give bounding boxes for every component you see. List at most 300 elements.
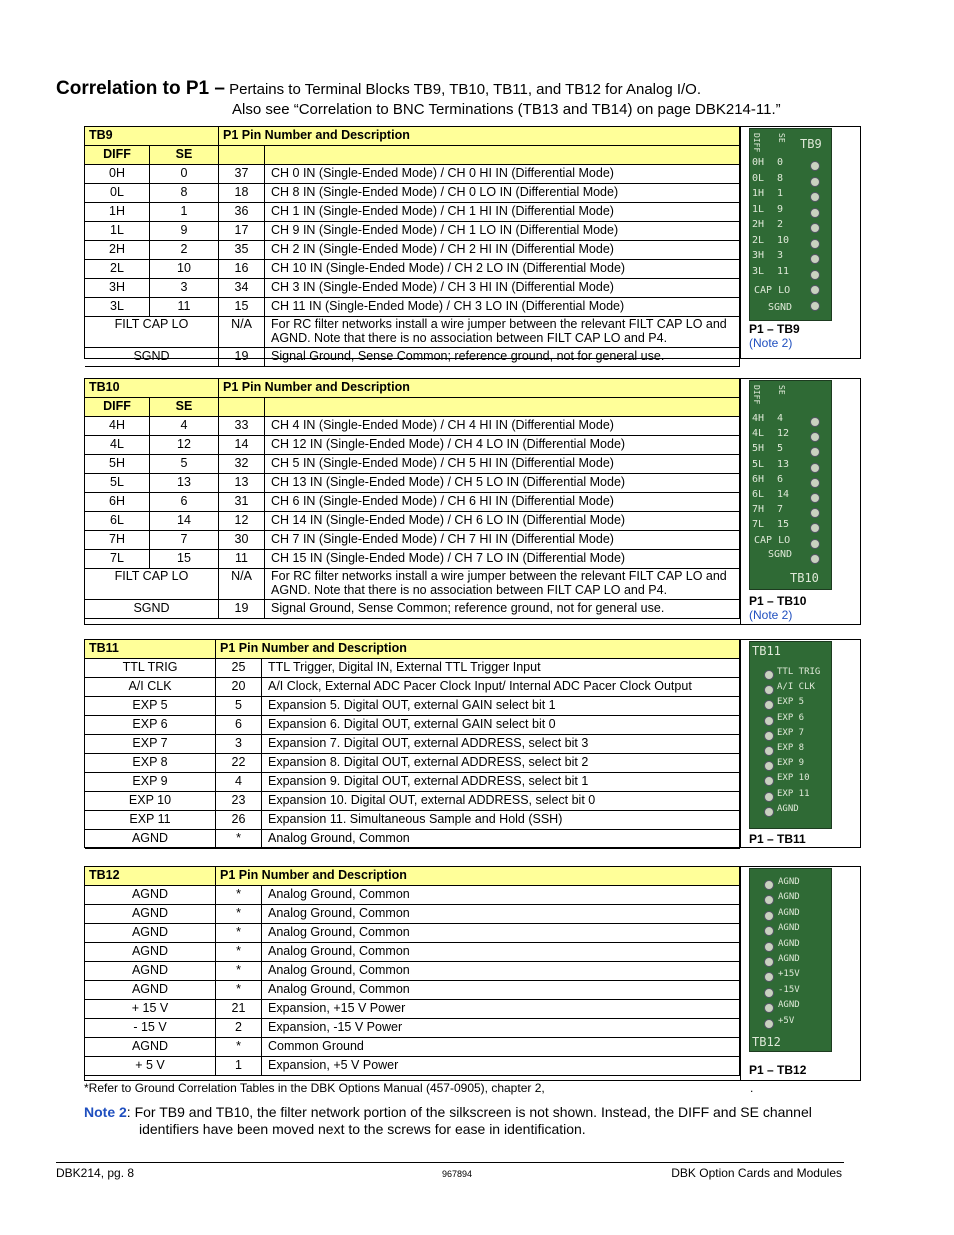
silk-se-label: 6 — [777, 473, 784, 485]
name-cell: EXP 6 — [85, 716, 216, 735]
silk-label: EXP 8 — [777, 743, 805, 753]
tb12-row — [85, 981, 740, 1000]
pin-cell: 22 — [216, 754, 262, 773]
desc-cell: CH 10 IN (Single-Ended Mode) / CH 2 LO IN (Differential Mode) — [265, 260, 740, 279]
desc-cell: Analog Ground, Common — [262, 905, 740, 924]
silk-se-label: 0 — [777, 157, 784, 168]
silk-label: EXP 5 — [777, 697, 805, 708]
tb12-row — [85, 1038, 740, 1057]
screw-icon — [810, 493, 820, 503]
desc-cell: CH 8 IN (Single-Ended Mode) / CH 0 LO IN (Differential Mode) — [265, 184, 740, 203]
desc-cell: CH 4 IN (Single-Ended Mode) / CH 4 HI IN (Differential Mode) — [265, 417, 740, 436]
silk-sgnd: SGND — [768, 302, 793, 313]
desc-cell: CH 11 IN (Single-Ended Mode) / CH 3 LO IN (Differential Mode) — [265, 298, 740, 317]
screw-icon — [764, 926, 774, 936]
tb9-desc-header: P1 Pin Number and Description — [219, 127, 740, 146]
silk-se-label: 8 — [777, 172, 784, 184]
silk-se-label: 14 — [777, 489, 790, 500]
tb12-row — [85, 943, 740, 962]
silk-label: +5V — [778, 1015, 795, 1026]
diff-cell: 2H — [85, 241, 150, 260]
pin-cell: * — [216, 943, 262, 962]
tb10-terminal-photo — [749, 380, 832, 590]
name-cell: - 15 V — [85, 1019, 216, 1038]
tb11-row — [85, 716, 740, 735]
pin-cell: 34 — [219, 279, 265, 298]
silk-diff-label: 6H — [752, 473, 765, 485]
desc-cell: Expansion 7. Digital OUT, external ADDRESS, select bit 3 — [262, 735, 740, 754]
screw-icon — [810, 432, 820, 442]
tb12-desc-header: P1 Pin Number and Description — [216, 867, 740, 886]
silk-se: SE — [777, 133, 786, 143]
tb10-filt-desc1: For RC filter networks install a wire jumper between the relevant FILT CAP LO and — [271, 569, 727, 583]
pin-cell: 18 — [219, 184, 265, 203]
name-cell: AGND — [85, 905, 216, 924]
tb9-caption: P1 – TB9 — [749, 322, 800, 336]
se-cell: 4 — [150, 417, 219, 436]
diff-cell: 1L — [85, 222, 150, 241]
tb12-row — [85, 886, 740, 905]
screw-icon — [764, 880, 774, 890]
note-2-line1: : For TB9 and TB10, the filter network portion of the silkscreen is not shown. Instead, the DIFF and SE channel — [126, 1104, 812, 1120]
tb9-row — [85, 203, 740, 222]
pin-cell: 3 — [216, 735, 262, 754]
se-cell: 11 — [150, 298, 219, 317]
diff-cell: 5L — [85, 474, 150, 493]
pin-cell: 16 — [219, 260, 265, 279]
footer-page: DBK214, pg. 8 — [56, 1166, 135, 1180]
se-cell: 6 — [150, 493, 219, 512]
tb10-note-link[interactable]: (Note 2) — [749, 608, 793, 622]
desc-cell: Analog Ground, Common — [262, 886, 740, 905]
tb9-table-block — [84, 126, 861, 363]
pin-cell: 12 — [219, 512, 265, 531]
name-cell: EXP 8 — [85, 754, 216, 773]
desc-cell: CH 14 IN (Single-Ended Mode) / CH 6 LO IN (Differential Mode) — [265, 512, 740, 531]
pin-cell: 37 — [219, 165, 265, 184]
screw-icon — [764, 911, 774, 921]
pin-cell: 23 — [216, 792, 262, 811]
silk-se-label: 1 — [777, 188, 784, 199]
desc-cell: CH 7 IN (Single-Ended Mode) / CH 7 HI IN (Differential Mode) — [265, 531, 740, 550]
diff-cell: 3H — [85, 279, 150, 298]
silk-diff-label: 1H — [752, 188, 765, 199]
silk-cap: CAP LO — [754, 285, 791, 296]
tb11-caption: P1 – TB11 — [749, 832, 806, 846]
tb9-table — [85, 127, 740, 367]
pin-cell: 4 — [216, 773, 262, 792]
screw-icon — [810, 508, 820, 518]
desc-cell: CH 9 IN (Single-Ended Mode) / CH 1 LO IN (Differential Mode) — [265, 222, 740, 241]
desc-cell: CH 6 IN (Single-Ended Mode) / CH 6 HI IN (Differential Mode) — [265, 493, 740, 512]
pin-cell: 35 — [219, 241, 265, 260]
name-cell: AGND — [85, 924, 216, 943]
pin-cell: 26 — [216, 811, 262, 830]
tb12-table-block — [84, 866, 861, 1081]
tb9-row — [85, 241, 740, 260]
footnote-dot: . — [750, 1081, 754, 1095]
screw-icon — [810, 223, 820, 233]
tb10-row — [85, 436, 740, 455]
pin-cell: * — [216, 962, 262, 981]
tb10-filt-name: FILT CAP LO — [85, 569, 219, 600]
desc-cell: Analog Ground, Common — [262, 943, 740, 962]
desc-cell: Expansion 8. Digital OUT, external ADDRESS, select bit 2 — [262, 754, 740, 773]
screw-icon — [810, 285, 820, 295]
footer-doc-number: 967894 — [442, 1169, 473, 1179]
tb10-table-block — [84, 378, 861, 625]
pin-cell: 20 — [216, 678, 262, 697]
tb12-row — [85, 1019, 740, 1038]
pin-cell: 13 — [219, 474, 265, 493]
diff-cell: 6L — [85, 512, 150, 531]
tb10-row — [85, 550, 740, 569]
screw-icon — [764, 957, 774, 967]
tb9-label: TB9 — [85, 127, 219, 146]
name-cell: TTL TRIG — [85, 659, 216, 678]
pin-cell: 33 — [219, 417, 265, 436]
diff-cell: 3L — [85, 298, 150, 317]
screw-icon — [764, 988, 774, 998]
desc-cell: CH 3 IN (Single-Ended Mode) / CH 3 HI IN (Differential Mode) — [265, 279, 740, 298]
desc-cell: Expansion, +15 V Power — [262, 1000, 740, 1019]
se-cell: 9 — [150, 222, 219, 241]
silk-title: TB12 — [752, 1035, 781, 1049]
screw-icon — [764, 895, 774, 905]
silk-se-label: 10 — [777, 234, 790, 246]
silk-diff: DIFF — [752, 385, 761, 405]
name-cell: + 15 V — [85, 1000, 216, 1019]
silk-se-label: 9 — [777, 203, 784, 215]
silk-se-label: 12 — [777, 428, 790, 440]
screw-icon — [764, 1019, 774, 1029]
screw-icon — [764, 716, 774, 726]
screw-icon — [810, 523, 820, 533]
silk-cap: CAP LO — [754, 535, 791, 546]
note-2 — [84, 1104, 844, 1138]
desc-cell: CH 5 IN (Single-Ended Mode) / CH 5 HI IN (Differential Mode) — [265, 455, 740, 474]
silk-diff-label: 1L — [752, 203, 765, 215]
tb11-row — [85, 754, 740, 773]
tb12-label: TB12 — [85, 867, 216, 886]
tb10-row — [85, 531, 740, 550]
desc-cell: Common Ground — [262, 1038, 740, 1057]
pin-cell: 5 — [216, 697, 262, 716]
tb11-desc-header: P1 Pin Number and Description — [216, 640, 740, 659]
screw-icon — [810, 463, 820, 473]
screw-icon — [810, 539, 820, 549]
silk-se-label: 2 — [777, 219, 784, 230]
silk-label: AGND — [778, 954, 800, 964]
tb9-filt-name: FILT CAP LO — [85, 317, 219, 348]
silk-diff: DIFF — [752, 133, 761, 153]
desc-cell: Expansion, +5 V Power — [262, 1057, 740, 1076]
tb10-row — [85, 417, 740, 436]
tb12-row — [85, 1057, 740, 1076]
silk-label: EXP 7 — [777, 727, 805, 738]
tb11-row — [85, 811, 740, 830]
heading-line1: Pertains to Terminal Blocks TB9, TB10, TB11, and TB12 for Analog I/O. — [229, 81, 702, 98]
screw-icon — [810, 161, 820, 171]
diff-cell: 7H — [85, 531, 150, 550]
note-2-label: Note 2 — [84, 1104, 127, 1120]
name-cell: AGND — [85, 1038, 216, 1057]
tb9-diff-header: DIFF — [85, 146, 150, 165]
tb9-row — [85, 298, 740, 317]
silk-label: EXP 10 — [777, 773, 810, 784]
silk-label: AGND — [778, 877, 800, 887]
tb11-table — [85, 640, 740, 849]
silk-se-label: 4 — [777, 413, 784, 424]
silk-diff-label: 3L — [752, 265, 765, 277]
silk-se-label: 13 — [777, 458, 790, 470]
pin-cell: 25 — [216, 659, 262, 678]
silk-label: EXP 11 — [777, 788, 810, 799]
pin-cell: 11 — [219, 550, 265, 569]
silk-title: TB9 — [800, 137, 822, 151]
silk-label: EXP 9 — [777, 758, 805, 769]
tb9-sgnd-name: SGND — [85, 348, 219, 367]
pin-cell: 1 — [216, 1057, 262, 1076]
desc-cell: Expansion, -15 V Power — [262, 1019, 740, 1038]
screw-icon — [810, 254, 820, 264]
screw-icon — [764, 972, 774, 982]
name-cell: EXP 9 — [85, 773, 216, 792]
tb10-label: TB10 — [85, 379, 219, 398]
name-cell: EXP 11 — [85, 811, 216, 830]
screw-icon — [810, 270, 820, 280]
name-cell: + 5 V — [85, 1057, 216, 1076]
screw-icon — [810, 192, 820, 202]
screw-icon — [764, 700, 774, 710]
screw-icon — [810, 554, 820, 564]
screw-icon — [764, 776, 774, 786]
silk-se-label: 7 — [777, 504, 784, 516]
desc-cell: CH 1 IN (Single-Ended Mode) / CH 1 HI IN (Differential Mode) — [265, 203, 740, 222]
silk-se-label: 3 — [777, 250, 784, 261]
silk-se-label: 5 — [777, 443, 784, 455]
tb10-desc-header: P1 Pin Number and Description — [219, 379, 740, 398]
silk-title: TB11 — [752, 644, 781, 658]
heading-title: Correlation to P1 – — [56, 78, 225, 99]
screw-icon — [810, 447, 820, 457]
tb9-filt-desc2: AGND. Note that there is no association between FILT CAP LO and P4. — [271, 331, 668, 345]
diff-cell: 4L — [85, 436, 150, 455]
tb11-row — [85, 697, 740, 716]
tb10-sgnd-pin: 19 — [219, 600, 265, 619]
tb11-row — [85, 792, 740, 811]
pin-cell: * — [216, 905, 262, 924]
screw-icon — [810, 478, 820, 488]
pin-cell: 36 — [219, 203, 265, 222]
screw-icon — [810, 239, 820, 249]
note-2-line2: identifiers have been moved next to the screws for ease in identification. — [139, 1121, 586, 1137]
tb10-sgnd-desc: Signal Ground, Sense Common; reference ground, not for general use. — [265, 600, 740, 619]
screw-icon — [764, 761, 774, 771]
desc-cell: Expansion 11. Simultaneous Sample and Hold (SSH) — [262, 811, 740, 830]
screw-icon — [810, 177, 820, 187]
desc-cell: Expansion 6. Digital OUT, external GAIN select bit 0 — [262, 716, 740, 735]
tb9-row — [85, 165, 740, 184]
tb9-filt-pin: N/A — [219, 317, 265, 348]
diff-cell: 5H — [85, 455, 150, 474]
desc-cell: Analog Ground, Common — [262, 830, 740, 849]
se-cell: 13 — [150, 474, 219, 493]
silk-label: AGND — [778, 892, 800, 903]
silk-sgnd: SGND — [768, 549, 793, 560]
silk-se: SE — [777, 385, 786, 395]
ground-footnote-text: *Refer to Ground Correlation Tables in the DBK Options Manual (457-0905), chapter 2, — [84, 1081, 545, 1095]
tb10-table — [85, 379, 740, 619]
desc-cell: Analog Ground, Common — [262, 962, 740, 981]
silk-title: TB10 — [790, 571, 819, 585]
screw-icon — [764, 807, 774, 817]
se-cell: 0 — [150, 165, 219, 184]
tb11-label: TB11 — [85, 640, 216, 659]
silk-diff-label: 4H — [752, 413, 765, 424]
desc-cell: CH 13 IN (Single-Ended Mode) / CH 5 LO IN (Differential Mode) — [265, 474, 740, 493]
pin-cell: 15 — [219, 298, 265, 317]
screw-icon — [810, 301, 820, 311]
tb12-row — [85, 1000, 740, 1019]
se-cell: 3 — [150, 279, 219, 298]
pin-cell: * — [216, 830, 262, 849]
tb11-table-block — [84, 639, 861, 848]
tb10-caption: P1 – TB10 — [749, 594, 807, 608]
name-cell: A/I CLK — [85, 678, 216, 697]
se-cell: 15 — [150, 550, 219, 569]
pin-cell: * — [216, 981, 262, 1000]
silk-label: AGND — [778, 1000, 800, 1011]
screw-icon — [764, 792, 774, 802]
pin-cell: 2 — [216, 1019, 262, 1038]
tb9-row — [85, 184, 740, 203]
diff-cell: 6H — [85, 493, 150, 512]
screw-icon — [810, 208, 820, 218]
ground-footnote — [84, 1081, 754, 1095]
pin-cell: 17 — [219, 222, 265, 241]
tb11-row — [85, 678, 740, 697]
tb12-caption: P1 – TB12 — [749, 1063, 807, 1077]
tb11-row — [85, 830, 740, 849]
tb10-filt-pin: N/A — [219, 569, 265, 600]
pin-cell: 30 — [219, 531, 265, 550]
tb10-se-header: SE — [150, 398, 219, 417]
silk-diff-label: 5H — [752, 443, 765, 455]
desc-cell: Analog Ground, Common — [262, 981, 740, 1000]
se-cell: 14 — [150, 512, 219, 531]
tb9-terminal-photo — [749, 128, 832, 321]
silk-se-label: 11 — [777, 265, 790, 277]
screw-icon — [764, 731, 774, 741]
tb9-filt-desc1: For RC filter networks install a wire jumper between the relevant FILT CAP LO and — [271, 317, 727, 331]
section-heading — [56, 79, 781, 120]
pin-cell: 21 — [216, 1000, 262, 1019]
diff-cell: 1H — [85, 203, 150, 222]
se-cell: 2 — [150, 241, 219, 260]
pin-cell: 6 — [216, 716, 262, 735]
tb9-row — [85, 279, 740, 298]
screw-icon — [764, 670, 774, 680]
name-cell: AGND — [85, 886, 216, 905]
pin-cell: * — [216, 924, 262, 943]
desc-cell: TTL Trigger, Digital IN, External TTL Trigger Input — [262, 659, 740, 678]
pin-cell: * — [216, 886, 262, 905]
silk-diff-label: 0H — [752, 157, 765, 168]
diff-cell: 0L — [85, 184, 150, 203]
tb10-diff-header: DIFF — [85, 398, 150, 417]
footer-title: DBK Option Cards and Modules — [671, 1166, 842, 1180]
silk-label: +15V — [778, 969, 800, 980]
tb10-sgnd-name: SGND — [85, 600, 219, 619]
screw-icon — [764, 942, 774, 952]
name-cell: AGND — [85, 830, 216, 849]
screw-icon — [764, 1003, 774, 1013]
tb12-row — [85, 924, 740, 943]
pin-cell: * — [216, 1038, 262, 1057]
silk-label: TTL TRIG — [777, 667, 821, 677]
tb10-row — [85, 512, 740, 531]
se-cell: 8 — [150, 184, 219, 203]
silk-label: A/I CLK — [777, 682, 815, 693]
silk-label: AGND — [778, 923, 800, 934]
desc-cell: CH 15 IN (Single-Ended Mode) / CH 7 LO IN (Differential Mode) — [265, 550, 740, 569]
tb9-note-link[interactable]: (Note 2) — [749, 336, 793, 350]
desc-cell: Expansion 9. Digital OUT, external ADDRESS, select bit 1 — [262, 773, 740, 792]
silk-label: EXP 6 — [777, 712, 805, 723]
se-cell: 10 — [150, 260, 219, 279]
screw-icon — [764, 746, 774, 756]
diff-cell: 0H — [85, 165, 150, 184]
silk-label: AGND — [778, 938, 800, 949]
tb9-row — [85, 260, 740, 279]
desc-cell: Analog Ground, Common — [262, 924, 740, 943]
page-footer — [56, 1162, 844, 1180]
desc-cell: CH 2 IN (Single-Ended Mode) / CH 2 HI IN (Differential Mode) — [265, 241, 740, 260]
pin-cell: 32 — [219, 455, 265, 474]
se-cell: 1 — [150, 203, 219, 222]
diff-cell: 2L — [85, 260, 150, 279]
tb10-row — [85, 455, 740, 474]
name-cell: AGND — [85, 943, 216, 962]
tb10-row — [85, 493, 740, 512]
tb11-row — [85, 773, 740, 792]
diff-cell: 4H — [85, 417, 150, 436]
tb11-row — [85, 735, 740, 754]
silk-label: -15V — [778, 984, 800, 995]
tb9-sgnd-pin: 19 — [219, 348, 265, 367]
tb12-row — [85, 905, 740, 924]
silk-diff-label: 2H — [752, 219, 765, 230]
silk-diff-label: 4L — [752, 428, 765, 440]
silk-label: AGND — [778, 907, 800, 918]
silk-diff-label: 5L — [752, 458, 765, 470]
tb10-filt-desc2: AGND. Note that there is no association between FILT CAP LO and P4. — [271, 583, 668, 597]
tb11-terminal-photo — [749, 641, 832, 829]
name-cell: EXP 7 — [85, 735, 216, 754]
heading-line2: Also see “Correlation to BNC Terminations (TB13 and TB14) on page DBK214-11.” — [232, 101, 781, 118]
tb9-se-header: SE — [150, 146, 219, 165]
desc-cell: CH 0 IN (Single-Ended Mode) / CH 0 HI IN (Differential Mode) — [265, 165, 740, 184]
desc-cell: Expansion 5. Digital OUT, external GAIN select bit 1 — [262, 697, 740, 716]
se-cell: 7 — [150, 531, 219, 550]
name-cell: AGND — [85, 962, 216, 981]
silk-se-label: 15 — [777, 519, 790, 531]
name-cell: EXP 10 — [85, 792, 216, 811]
diff-cell: 7L — [85, 550, 150, 569]
silk-diff-label: 3H — [752, 250, 765, 261]
desc-cell: Expansion 10. Digital OUT, external ADDRESS, select bit 0 — [262, 792, 740, 811]
